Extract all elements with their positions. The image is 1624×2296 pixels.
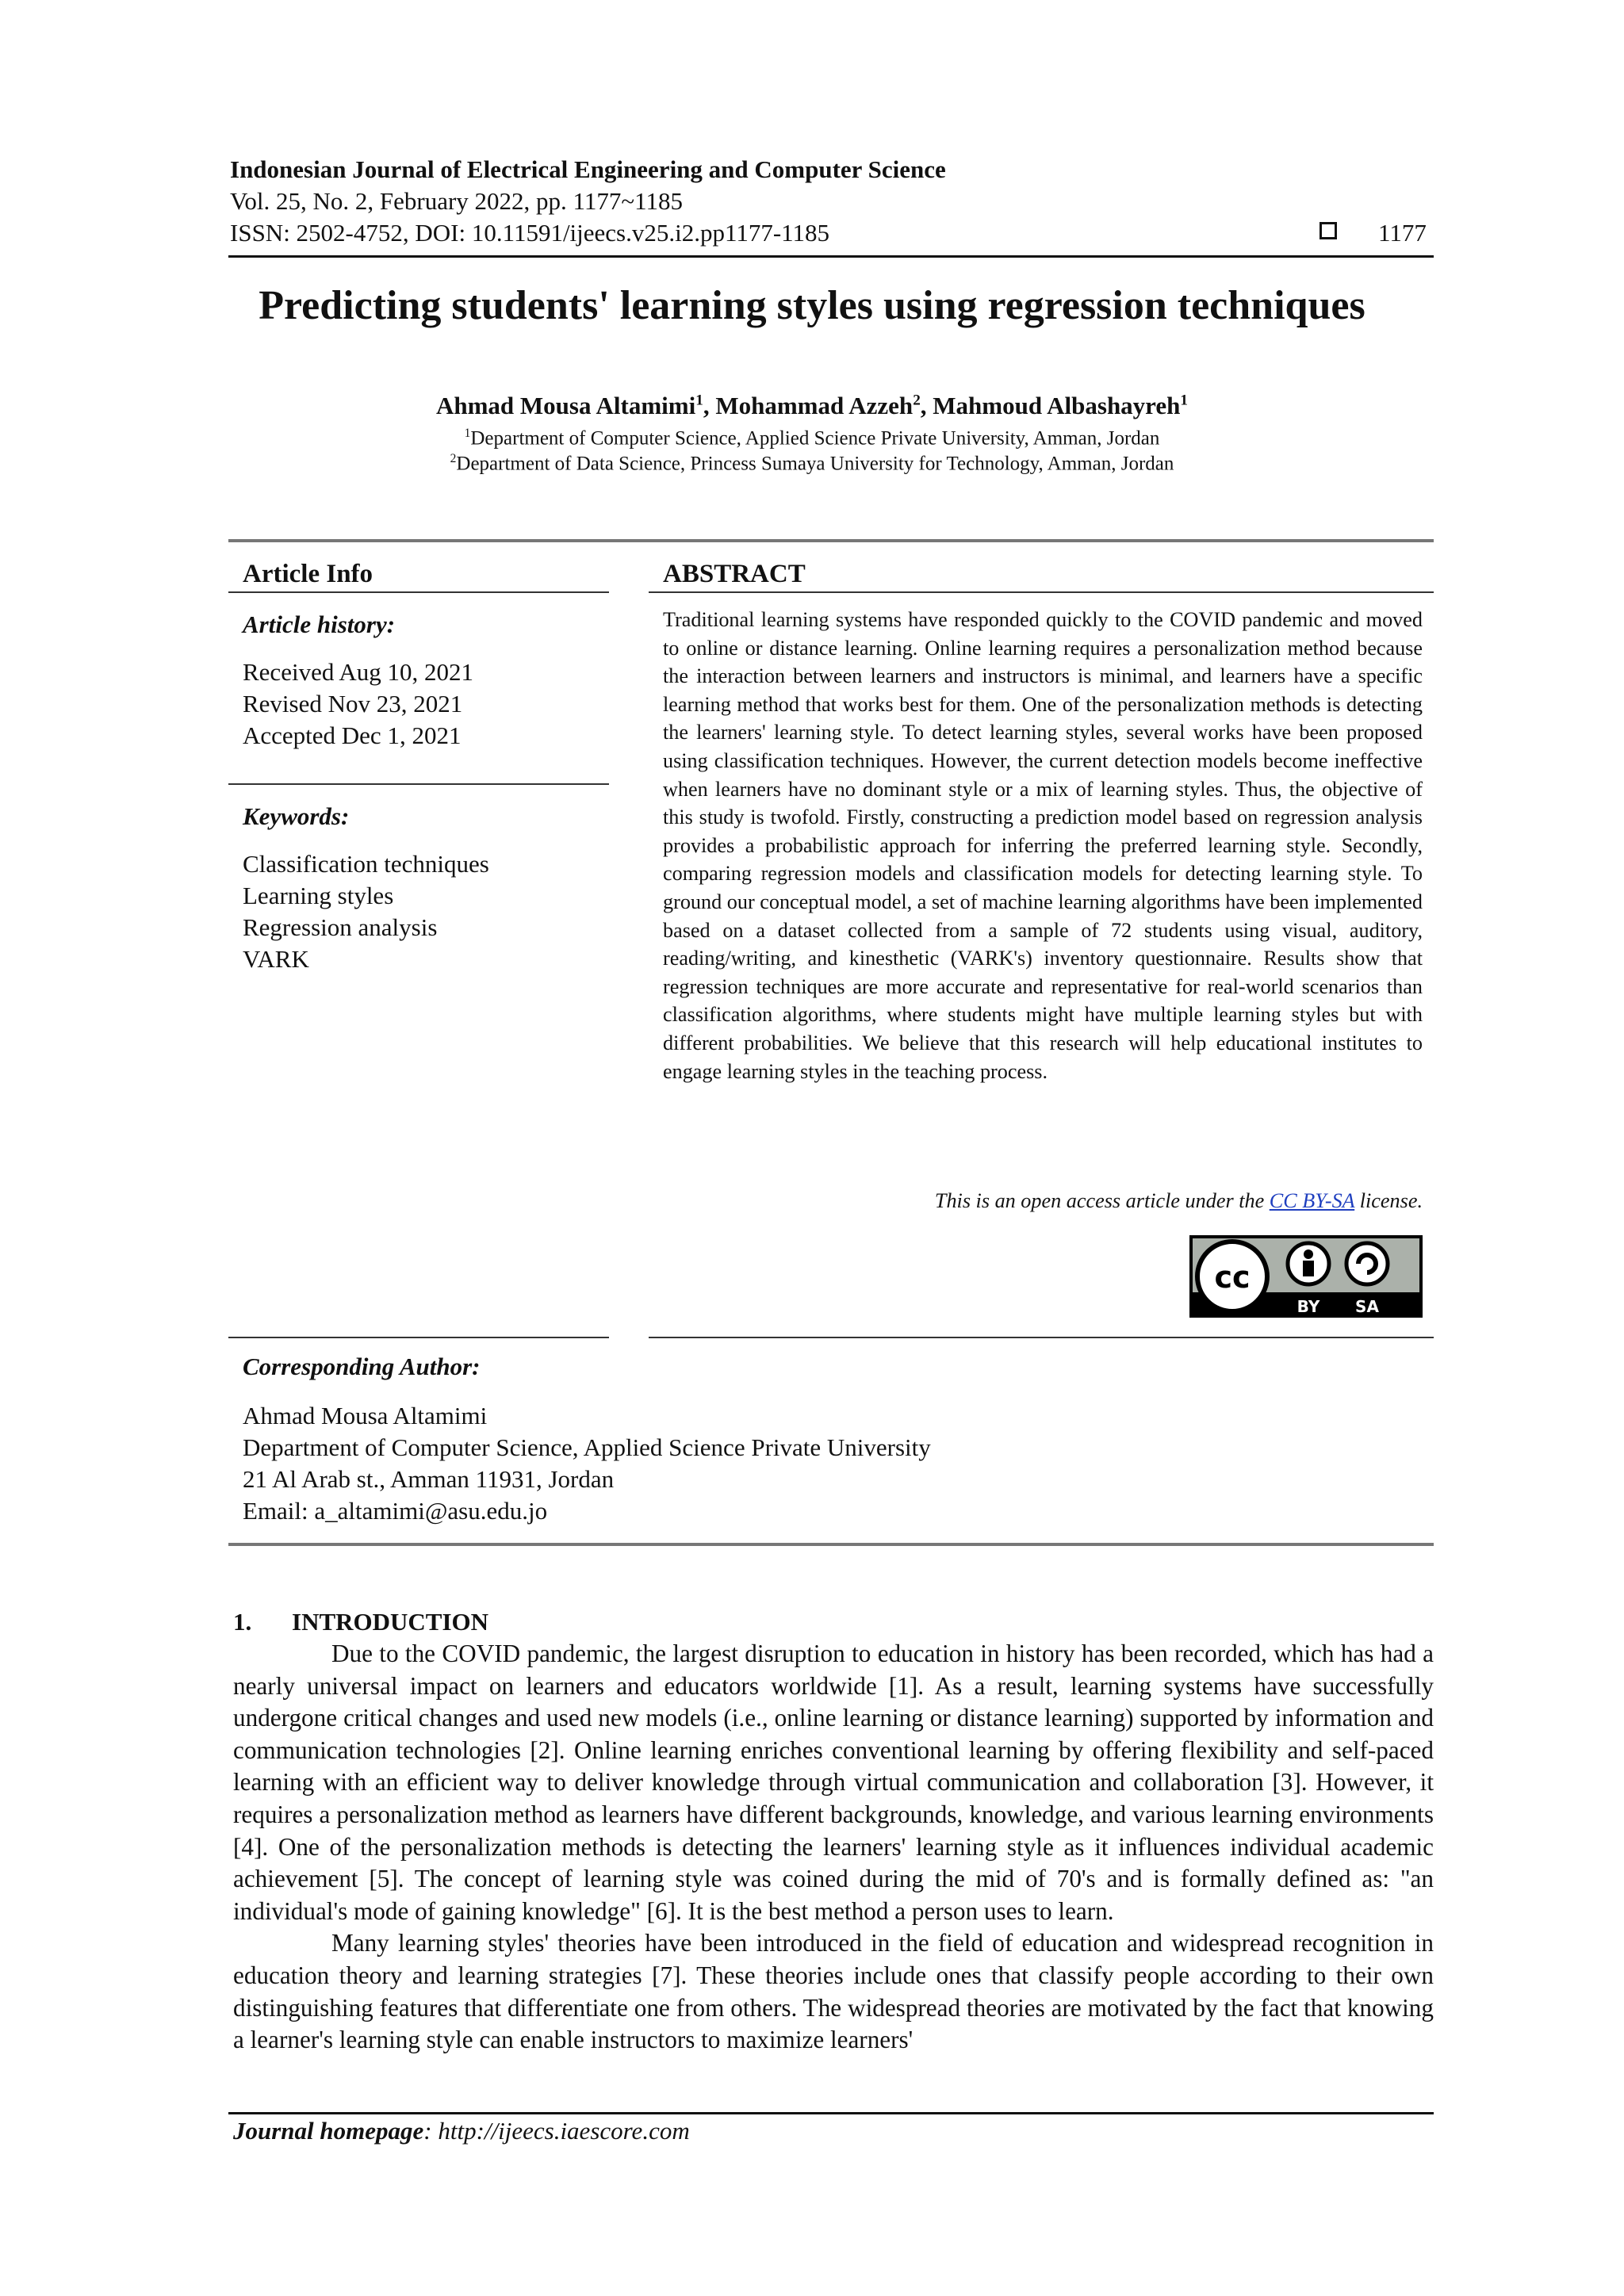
article-history-heading: Article history:: [243, 610, 396, 638]
person-body-shape: [1303, 1261, 1314, 1276]
author-name: Mahmoud Albashayreh: [933, 392, 1181, 419]
article-info-bottom-rule: [228, 1337, 609, 1338]
journal-name: Indonesian Journal of Electrical Engineering and Computer Science: [230, 155, 946, 183]
abstract-rule: [649, 591, 1434, 593]
keywords-heading: Keywords:: [243, 802, 350, 830]
license-link[interactable]: CC BY-SA: [1269, 1189, 1355, 1212]
section-rule: [228, 539, 1434, 542]
affiliation-text: Department of Computer Science, Applied Science Private University, Amman, Jordan: [470, 427, 1160, 450]
journal-homepage: [233, 2117, 690, 2145]
corresponding-department: Department of Computer Science, Applied Science Private University: [243, 1433, 931, 1461]
cc-by-sa-badge-icon[interactable]: [1189, 1235, 1423, 1318]
corresponding-author-heading: Corresponding Author:: [243, 1353, 481, 1380]
introduction-heading: [233, 1608, 488, 1636]
affiliation: [0, 427, 1624, 450]
keyword-item: Regression analysis: [243, 913, 438, 941]
section-title: INTRODUCTION: [292, 1608, 489, 1636]
homepage-url[interactable]: : http://ijeecs.iaescore.com: [423, 2117, 690, 2145]
corresponding-address: 21 Al Arab st., Amman 11931, Jordan: [243, 1465, 615, 1493]
introduction-body: [233, 1638, 1434, 2057]
history-accepted: Accepted Dec 1, 2021: [243, 721, 462, 749]
author-sup: 1: [1180, 392, 1188, 409]
footer-rule: [228, 2112, 1434, 2114]
journal-issn-doi: ISSN: 2502-4752, DOI: 10.11591/ijeecs.v25.i2.pp1177-1185: [230, 219, 830, 247]
introduction-paragraph: Due to the COVID pandemic, the largest disruption to education in history has been recorded, which has had a nearly universal impact on learners and educators worldwide [1]. As a result, learning systems have successfully undergone critical changes and used new models (i.e., online learning or distance learning) supported by information and communication technologies [2]. Online learning enriches conventional learning by offering flexibility and self-paced learning with an efficient way to deliver knowledge through virtual communication and collaboration [3]. However, it requires a personalization method as learners have different backgrounds, knowledge, and various learning environments [4]. One of the personalization methods is detecting the learners' learning style as it influences individual academic achievement [5]. The concept of learning style was coined during the mid of 70's and is formally defined as: "an individual's mode of gaining knowledge" [6]. It is the best method a person uses to learn.: [233, 1640, 1434, 1925]
article-info-rule: [228, 591, 609, 593]
affiliation-sup: 2: [450, 452, 457, 465]
corresponding-name: Ahmad Mousa Altamimi: [243, 1402, 488, 1429]
license-suffix: license.: [1354, 1189, 1423, 1212]
author-sup: 1: [695, 392, 703, 409]
license-prefix: This is an open access article under the: [934, 1189, 1270, 1212]
author-name: Mohammad Azzeh: [715, 392, 914, 419]
abstract-text: Traditional learning systems have responded quickly to the COVID pandemic and moved to online or distance learning. Online learning requires a personalization method because the interaction between learners and instructors is minimal, and learners have a specific learning method that works best for them. One of the personalization methods is detecting the learners' learning style. To detect learning styles, several works have been proposed using classification techniques. However, the current detection models become ineffective when learners have no dominant style or a mix of learning styles. Thus, the objective of this study is twofold. Firstly, constructing a prediction model based on regression analysis provides a probabilistic approach for inferring the preferred learning style. Secondly, comparing regression models and classification models for detecting learning style. To ground our conceptual model, a set of machine learning algorithms have been implemented based on a dataset collected from a sample of 72 students using visual, auditory, reading/writing, and kinesthetic (VARK's) inventory questionnaire. Results show that regression techniques are more accurate and representative for real-world scenarios than classification algorithms, where students might have multiple learning styles but with different probabilities. We believe that this research will help educational institutes to engage learning styles in the teaching process.: [663, 608, 1423, 1083]
abstract-heading: ABSTRACT: [663, 560, 806, 588]
corresponding-bottom-rule: [228, 1543, 1434, 1546]
keyword-item: VARK: [243, 945, 309, 973]
homepage-label: Journal homepage: [233, 2117, 424, 2145]
history-received: Received Aug 10, 2021: [243, 658, 474, 686]
author-list: Ahmad Mousa Altamimi$^1$, Mohammad Azzeh$^2$, Mahmoud Albashayreh$^1$: [435, 392, 1188, 419]
corresponding-email: Email: a_altamimi@asu.edu.jo: [243, 1497, 548, 1525]
person-head-shape: [1304, 1249, 1313, 1259]
author-name: Ahmad Mousa Altamimi: [435, 392, 696, 419]
journal-volume: Vol. 25, No. 2, February 2022, pp. 1177~1185: [230, 187, 684, 215]
history-revised: Revised Nov 23, 2021: [243, 690, 463, 718]
keyword-item: Learning styles: [243, 882, 394, 909]
affiliation: [0, 452, 1624, 475]
abstract-bottom-rule: [649, 1337, 1434, 1338]
keywords-rule: [228, 783, 609, 785]
section-number: 1.: [233, 1608, 252, 1636]
paper-title: Predicting students' learning styles using regression techniques: [259, 283, 1365, 328]
introduction-paragraph: Many learning styles' theories have been introduced in the field of education and widespread recognition in education theory and learning strategies [7]. These theories include ones that classify people according to their own distinguishing features that differentiate one from others. The widespread theories are motivated by the fact that knowing a learner's learning style can enable instructors to maximize learners': [233, 1929, 1434, 2054]
license-statement: [793, 1189, 1423, 1213]
share-alike-icon: [1346, 1243, 1388, 1284]
affiliation-text: Department of Data Science, Princess Sumaya University for Technology, Amman, Jordan: [456, 453, 1174, 475]
badge-by-label: BY: [1297, 1297, 1320, 1316]
author-sup: 2: [913, 392, 921, 409]
cc-letters: cc: [1214, 1260, 1251, 1295]
square-box-icon: [1320, 222, 1337, 239]
affiliation-sup: 1: [464, 427, 471, 440]
header-rule: [228, 255, 1434, 258]
keyword-item: Classification techniques: [243, 850, 489, 878]
page-number: 1177: [1378, 219, 1427, 247]
badge-sa-label: SA: [1355, 1297, 1379, 1316]
article-info-heading: Article Info: [243, 560, 373, 588]
